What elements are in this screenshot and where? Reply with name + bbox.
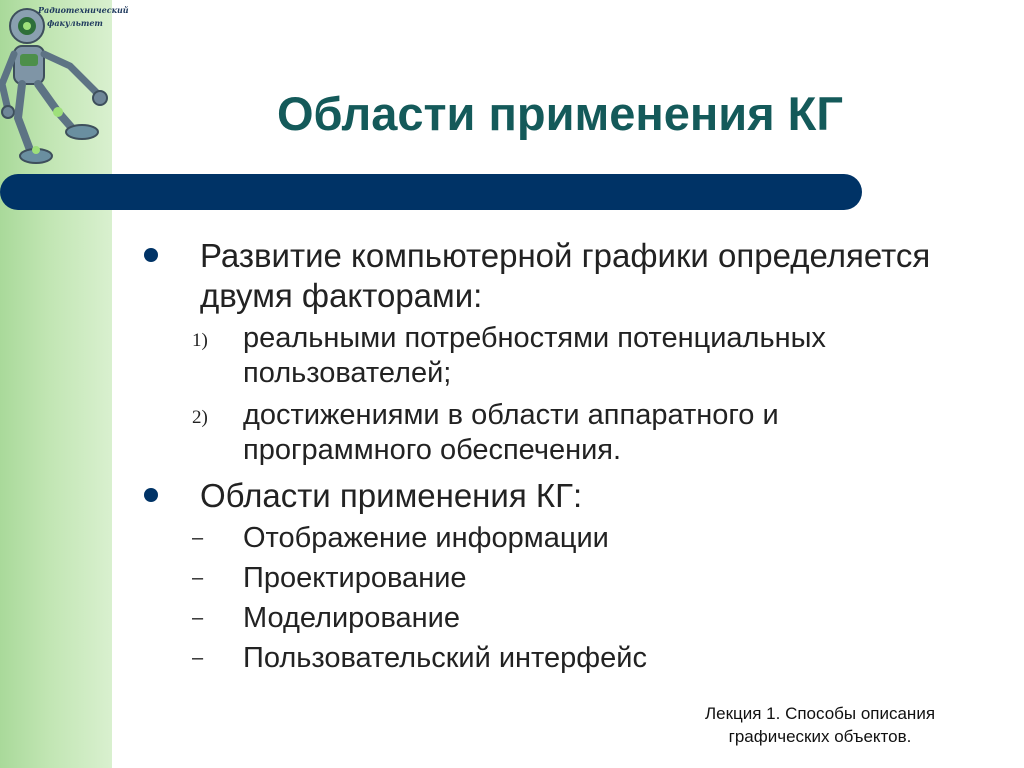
bullet-dot-icon (144, 248, 158, 262)
sub-item (140, 601, 960, 636)
sub-item-text: достижениями в области аппаратного и программного обеспечения. (243, 399, 779, 466)
logo-line-2: факультет (47, 18, 103, 28)
slide-content (140, 236, 960, 676)
sub-item-number: 1) (192, 330, 208, 351)
bullet-item (140, 236, 960, 316)
sub-item-text: Моделирование (243, 602, 460, 634)
faculty-logo (0, 0, 129, 180)
bullet-dot-icon (144, 488, 158, 502)
faculty-logo-text (38, 4, 129, 30)
dash-marker: – (192, 527, 204, 549)
sub-item (140, 641, 960, 676)
sub-item (140, 561, 960, 596)
slide-footer (640, 702, 1000, 748)
sub-item-text: реальными потребностями потенциальных пользователей; (243, 322, 826, 389)
dash-marker: – (192, 567, 204, 589)
title-underline-bar (0, 174, 862, 210)
sub-item-text: Пользовательский интерфейс (243, 642, 647, 674)
slide-title: Области применения КГ (276, 87, 844, 140)
dash-marker: – (192, 647, 204, 669)
sub-item (140, 321, 960, 391)
footer-line-1: Лекция 1. Способы описания (704, 704, 936, 723)
sub-item-text: Проектирование (243, 562, 467, 594)
bullet-text: Области применения КГ: (200, 477, 583, 514)
bullet-item (140, 476, 960, 516)
sub-item (140, 398, 960, 468)
footer-line-2: графических объектов. (728, 727, 912, 746)
sub-item-number: 2) (192, 407, 208, 428)
sub-item (140, 521, 960, 556)
bullet-text: Развитие компьютерной графики определяется двумя факторами: (200, 237, 931, 314)
sub-item-text: Отображение информации (243, 522, 609, 554)
logo-line-1: Радиотехнический (38, 5, 129, 15)
dash-marker: – (192, 607, 204, 629)
